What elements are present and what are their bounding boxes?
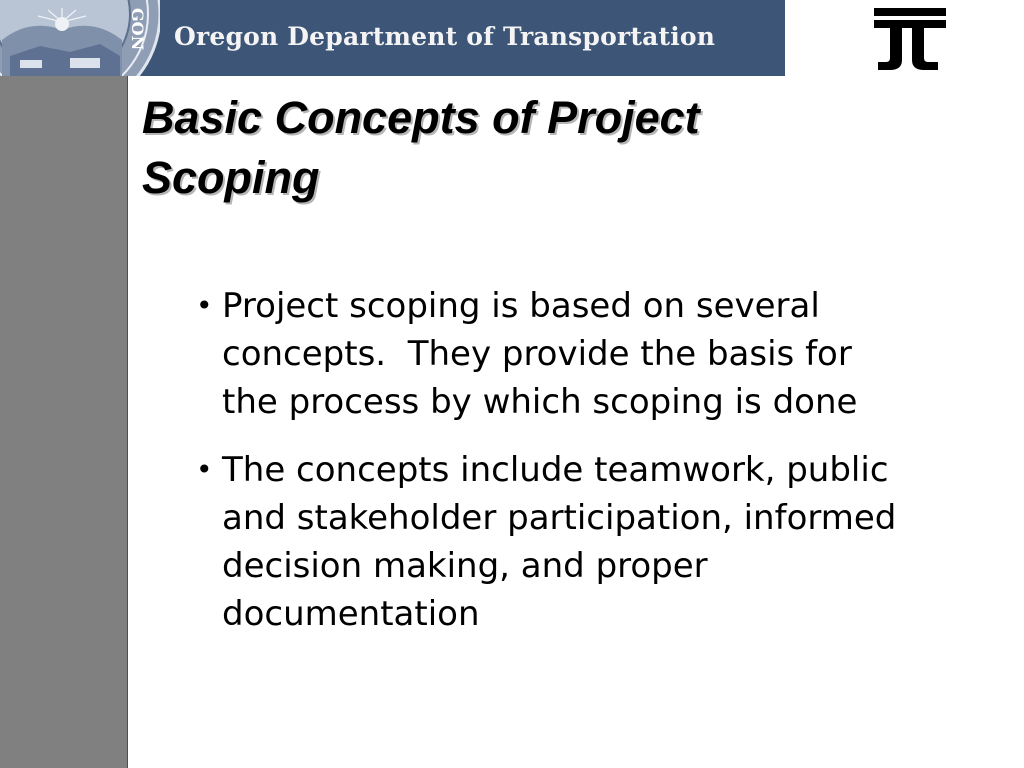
left-sidebar-bar (0, 76, 128, 768)
bullet-text-line: and stakeholder participation, informed (222, 498, 897, 538)
bullet-text-line: The concepts include teamwork, public (222, 450, 889, 490)
bullet-list (196, 282, 1016, 658)
bullet-text-line: concepts. They provide the basis for (222, 334, 852, 374)
slide-title (142, 88, 822, 208)
bullet-text-line: documentation (222, 594, 480, 634)
seal-text: GON (128, 8, 147, 51)
bullet-item (196, 282, 1016, 426)
bullet-text-line: decision making, and proper (222, 546, 708, 586)
slide-title-line: Basic Concepts of Project (142, 92, 700, 143)
header-banner (0, 0, 785, 76)
oregon-seal-icon (0, 0, 160, 76)
slide-title-line: Scoping (142, 152, 320, 203)
bullet-text-line: Project scoping is based on several (222, 286, 820, 326)
banner-title: Oregon Department of Transportation (174, 22, 716, 51)
bullet-icon: • (196, 289, 213, 322)
bullet-text-line: the process by which scoping is done (222, 382, 858, 422)
odot-logo-icon (868, 4, 948, 72)
bullet-item (196, 446, 1016, 638)
bullet-icon: • (196, 453, 213, 486)
